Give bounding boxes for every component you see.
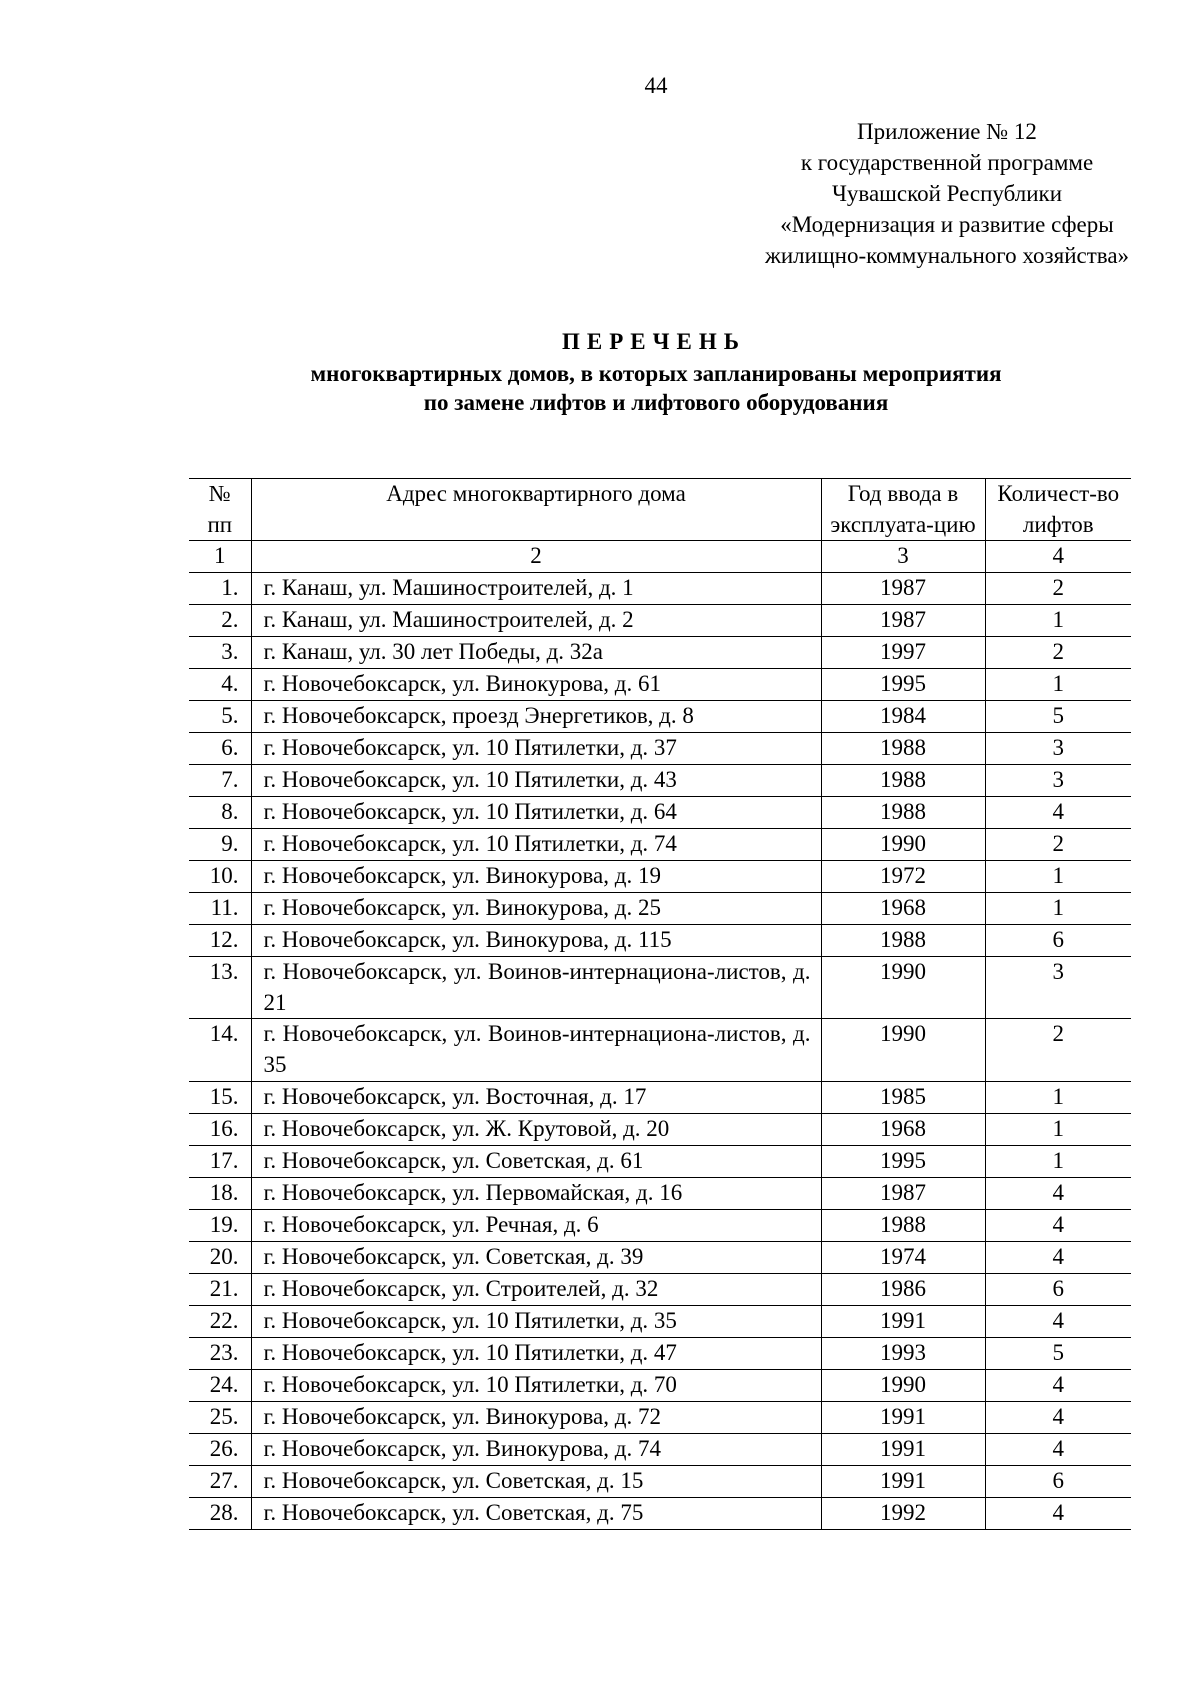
row-lift-count: 2 — [985, 573, 1131, 605]
row-number: 8. — [189, 797, 251, 829]
row-year: 1972 — [821, 861, 985, 893]
row-address: г. Новочебоксарск, ул. 10 Пятилетки, д. 43 — [251, 765, 821, 797]
table-row — [189, 1019, 1131, 1081]
header-year: Год ввода в эксплуата-цию — [821, 479, 985, 541]
row-year: 1991 — [821, 1433, 985, 1465]
row-number: 15. — [189, 1081, 251, 1113]
row-year: 1987 — [821, 573, 985, 605]
table-row — [189, 1497, 1131, 1529]
row-number: 4. — [189, 669, 251, 701]
table-row — [189, 861, 1131, 893]
row-year: 1992 — [821, 1497, 985, 1529]
header-number: № пп — [189, 479, 251, 541]
row-number: 16. — [189, 1113, 251, 1145]
row-year: 1988 — [821, 797, 985, 829]
row-lift-count: 4 — [985, 1209, 1131, 1241]
row-number: 7. — [189, 765, 251, 797]
table-row — [189, 1305, 1131, 1337]
row-address: г. Новочебоксарск, ул. Винокурова, д. 19 — [251, 861, 821, 893]
row-address: г. Новочебоксарск, ул. Советская, д. 61 — [251, 1145, 821, 1177]
row-year: 1997 — [821, 637, 985, 669]
row-lift-count: 2 — [985, 637, 1131, 669]
table-row — [189, 1145, 1131, 1177]
row-year: 1993 — [821, 1337, 985, 1369]
row-address: г. Новочебоксарск, ул. 10 Пятилетки, д. 37 — [251, 733, 821, 765]
row-year: 1991 — [821, 1401, 985, 1433]
row-number: 22. — [189, 1305, 251, 1337]
appendix-line: Приложение № 12 — [857, 119, 1037, 144]
table-row — [189, 637, 1131, 669]
row-number: 21. — [189, 1273, 251, 1305]
row-number: 13. — [189, 957, 251, 1019]
appendix-line: к государственной программе — [800, 150, 1094, 175]
row-lift-count: 6 — [985, 1273, 1131, 1305]
row-year: 1995 — [821, 669, 985, 701]
row-lift-count: 6 — [985, 1465, 1131, 1497]
row-address: г. Новочебоксарск, ул. 10 Пятилетки, д. 64 — [251, 797, 821, 829]
row-address: г. Новочебоксарск, ул. Ж. Крутовой, д. 20 — [251, 1113, 821, 1145]
row-lift-count: 3 — [985, 733, 1131, 765]
row-number: 19. — [189, 1209, 251, 1241]
table-row — [189, 1273, 1131, 1305]
row-address: г. Новочебоксарск, проезд Энергетиков, д. 8 — [251, 701, 821, 733]
header-count: Количест-во лифтов — [985, 479, 1131, 541]
row-lift-count: 1 — [985, 1081, 1131, 1113]
row-lift-count: 1 — [985, 893, 1131, 925]
row-year: 1986 — [821, 1273, 985, 1305]
table-row — [189, 1433, 1131, 1465]
row-address: г. Новочебоксарск, ул. 10 Пятилетки, д. 74 — [251, 829, 821, 861]
subtitle-line-1: многоквартирных домов, в которых запланированы мероприятия — [310, 361, 1002, 386]
row-address: г. Новочебоксарск, ул. Воинов-интернациона-листов, д. 35 — [251, 1019, 821, 1081]
row-lift-count: 1 — [985, 861, 1131, 893]
row-number: 6. — [189, 733, 251, 765]
row-year: 1984 — [821, 701, 985, 733]
row-address: г. Новочебоксарск, ул. Винокурова, д. 74 — [251, 1433, 821, 1465]
row-lift-count: 2 — [985, 1019, 1131, 1081]
row-number: 24. — [189, 1369, 251, 1401]
row-lift-count: 1 — [985, 1145, 1131, 1177]
row-number: 10. — [189, 861, 251, 893]
table-row — [189, 829, 1131, 861]
table-row — [189, 1081, 1131, 1113]
row-address: г. Новочебоксарск, ул. Советская, д. 15 — [251, 1465, 821, 1497]
row-lift-count: 4 — [985, 1369, 1131, 1401]
table-row — [189, 1241, 1131, 1273]
row-address: г. Новочебоксарск, ул. Винокурова, д. 61 — [251, 669, 821, 701]
row-address: г. Новочебоксарск, ул. Воинов-интернациона-листов, д. 21 — [251, 957, 821, 1019]
row-address: г. Новочебоксарск, ул. Винокурова, д. 25 — [251, 893, 821, 925]
row-number: 26. — [189, 1433, 251, 1465]
table-body — [189, 541, 1131, 1529]
table-header-row — [189, 479, 1131, 541]
row-address: г. Новочебоксарск, ул. Винокурова, д. 72 — [251, 1401, 821, 1433]
column-index: 4 — [985, 541, 1131, 573]
table-row — [189, 957, 1131, 1019]
row-address: г. Новочебоксарск, ул. Советская, д. 39 — [251, 1241, 821, 1273]
row-year: 1988 — [821, 1209, 985, 1241]
table-row — [189, 1113, 1131, 1145]
row-year: 1988 — [821, 765, 985, 797]
row-number: 3. — [189, 637, 251, 669]
row-number: 5. — [189, 701, 251, 733]
row-year: 1990 — [821, 957, 985, 1019]
row-number: 1. — [189, 573, 251, 605]
row-address: г. Канаш, ул. 30 лет Победы, д. 32а — [251, 637, 821, 669]
row-address: г. Новочебоксарск, ул. Советская, д. 75 — [251, 1497, 821, 1529]
row-lift-count: 4 — [985, 1241, 1131, 1273]
row-year: 1987 — [821, 1177, 985, 1209]
row-year: 1990 — [821, 1369, 985, 1401]
row-address: г. Канаш, ул. Машиностроителей, д. 1 — [251, 573, 821, 605]
row-lift-count: 4 — [985, 1433, 1131, 1465]
table-row — [189, 573, 1131, 605]
row-lift-count: 3 — [985, 765, 1131, 797]
column-index: 3 — [821, 541, 985, 573]
row-address: г. Новочебоксарск, ул. Восточная, д. 17 — [251, 1081, 821, 1113]
row-number: 14. — [189, 1019, 251, 1081]
row-year: 1995 — [821, 1145, 985, 1177]
table-row — [189, 1369, 1131, 1401]
row-address: г. Новочебоксарск, ул. 10 Пятилетки, д. 35 — [251, 1305, 821, 1337]
row-lift-count: 2 — [985, 829, 1131, 861]
row-number: 20. — [189, 1241, 251, 1273]
row-number: 18. — [189, 1177, 251, 1209]
row-lift-count: 1 — [985, 1113, 1131, 1145]
row-year: 1991 — [821, 1305, 985, 1337]
appendix-line: «Модернизация и развитие сферы — [780, 212, 1114, 237]
row-number: 17. — [189, 1145, 251, 1177]
row-year: 1968 — [821, 893, 985, 925]
row-number: 27. — [189, 1465, 251, 1497]
row-lift-count: 4 — [985, 1401, 1131, 1433]
row-address: г. Новочебоксарск, ул. Винокурова, д. 115 — [251, 925, 821, 957]
document-title: ПЕРЕЧЕНЬ — [562, 329, 746, 354]
row-year: 1988 — [821, 925, 985, 957]
row-year: 1968 — [821, 1113, 985, 1145]
row-lift-count: 5 — [985, 701, 1131, 733]
row-address: г. Новочебоксарск, ул. Строителей, д. 32 — [251, 1273, 821, 1305]
buildings-table — [189, 478, 1131, 1530]
row-year: 1990 — [821, 829, 985, 861]
row-year: 1991 — [821, 1465, 985, 1497]
column-index: 2 — [251, 541, 821, 573]
row-number: 9. — [189, 829, 251, 861]
row-number: 11. — [189, 893, 251, 925]
table-row — [189, 1337, 1131, 1369]
table-row — [189, 1177, 1131, 1209]
subtitle-line-2: по замене лифтов и лифтового оборудования — [423, 390, 889, 415]
row-lift-count: 4 — [985, 1305, 1131, 1337]
table-row — [189, 701, 1131, 733]
row-address: г. Канаш, ул. Машиностроителей, д. 2 — [251, 605, 821, 637]
row-year: 1985 — [821, 1081, 985, 1113]
row-lift-count: 4 — [985, 797, 1131, 829]
appendix-note — [660, 116, 1200, 271]
row-number: 25. — [189, 1401, 251, 1433]
row-lift-count: 1 — [985, 669, 1131, 701]
column-index-row — [189, 541, 1131, 573]
appendix-line: жилищно-коммунального хозяйства» — [764, 243, 1130, 268]
row-number: 23. — [189, 1337, 251, 1369]
table-row — [189, 1401, 1131, 1433]
row-lift-count: 3 — [985, 957, 1131, 1019]
row-lift-count: 4 — [985, 1177, 1131, 1209]
row-address: г. Новочебоксарск, ул. Речная, д. 6 — [251, 1209, 821, 1241]
row-year: 1987 — [821, 605, 985, 637]
row-number: 28. — [189, 1497, 251, 1529]
row-lift-count: 4 — [985, 1497, 1131, 1529]
table-row — [189, 605, 1131, 637]
table-row — [189, 893, 1131, 925]
table-row — [189, 925, 1131, 957]
row-year: 1988 — [821, 733, 985, 765]
row-address: г. Новочебоксарск, ул. Первомайская, д. 16 — [251, 1177, 821, 1209]
row-lift-count: 6 — [985, 925, 1131, 957]
table-row — [189, 733, 1131, 765]
table-row — [189, 797, 1131, 829]
page-number: 44 — [644, 73, 668, 98]
row-address: г. Новочебоксарск, ул. 10 Пятилетки, д. 70 — [251, 1369, 821, 1401]
table-row — [189, 669, 1131, 701]
appendix-line: Чувашской Республики — [831, 181, 1063, 206]
table-row — [189, 1209, 1131, 1241]
row-year: 1990 — [821, 1019, 985, 1081]
column-index: 1 — [189, 541, 251, 573]
table-row — [189, 765, 1131, 797]
row-lift-count: 5 — [985, 1337, 1131, 1369]
document-subtitle — [0, 359, 1200, 417]
row-address: г. Новочебоксарск, ул. 10 Пятилетки, д. 47 — [251, 1337, 821, 1369]
header-address: Адрес многоквартирного дома — [251, 479, 821, 541]
row-number: 2. — [189, 605, 251, 637]
row-lift-count: 1 — [985, 605, 1131, 637]
row-number: 12. — [189, 925, 251, 957]
row-year: 1974 — [821, 1241, 985, 1273]
table-row — [189, 1465, 1131, 1497]
